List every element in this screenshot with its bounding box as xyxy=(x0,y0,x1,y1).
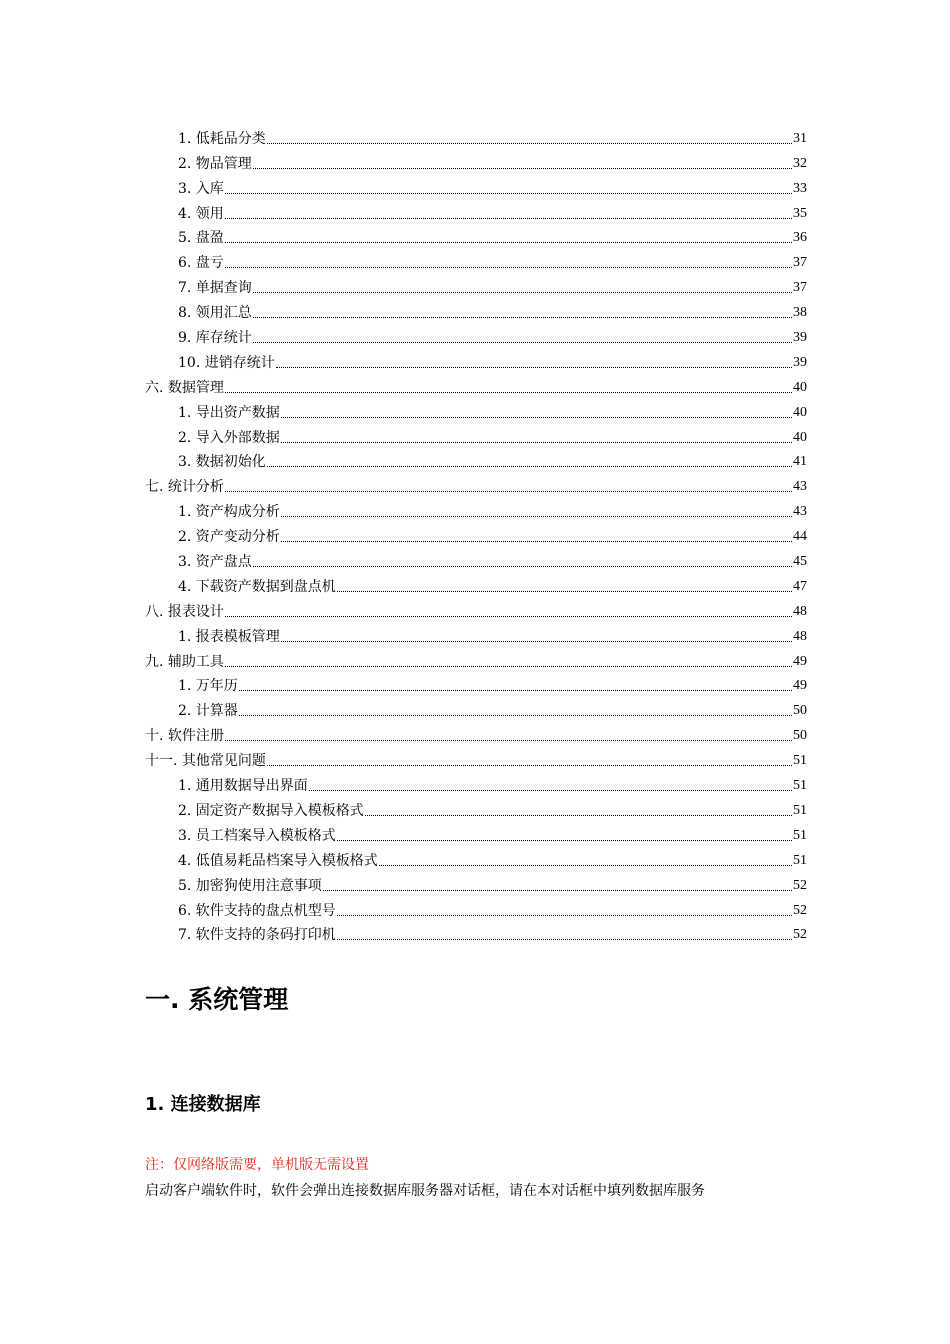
toc-dot-leader xyxy=(225,740,792,741)
toc-entry[interactable] xyxy=(145,497,807,522)
toc-dot-leader xyxy=(225,267,792,268)
toc-dot-leader xyxy=(337,915,792,916)
toc-entry-page: 47 xyxy=(793,578,807,594)
toc-entry-page: 35 xyxy=(793,205,807,221)
toc-dot-leader xyxy=(225,392,792,393)
toc-dot-leader xyxy=(281,442,792,443)
toc-entry-label: 5. 加密狗使用注意事项 xyxy=(178,877,322,894)
toc-dot-leader xyxy=(253,168,792,169)
toc-dot-leader xyxy=(365,815,792,816)
toc-entry-label: 5. 盘盈 xyxy=(178,230,224,247)
toc-entry-label: 8. 领用汇总 xyxy=(178,305,252,322)
toc-entry-label: 1. 报表模板管理 xyxy=(178,628,280,645)
toc-entry[interactable] xyxy=(145,348,807,373)
toc-entry[interactable] xyxy=(145,547,807,572)
toc-dot-leader xyxy=(337,840,792,841)
toc-entry-page: 48 xyxy=(793,628,807,644)
toc-entry-label: 1. 低耗品分类 xyxy=(178,130,266,147)
section-heading: 一. 系统管理 xyxy=(145,985,289,1014)
toc-entry-label: 六. 数据管理 xyxy=(145,379,224,396)
toc-entry-label: 2. 导入外部数据 xyxy=(178,429,280,446)
toc-entry[interactable] xyxy=(145,373,807,398)
toc-entry[interactable] xyxy=(145,398,807,423)
toc-entry[interactable] xyxy=(145,323,807,348)
toc-entry-label: 7. 单据查询 xyxy=(178,280,252,297)
table-of-contents xyxy=(145,124,807,945)
toc-entry-page: 39 xyxy=(793,354,807,370)
toc-entry[interactable] xyxy=(145,696,807,721)
toc-entry-page: 40 xyxy=(793,379,807,395)
toc-entry-page: 48 xyxy=(793,603,807,619)
toc-entry-page: 31 xyxy=(793,130,807,146)
toc-entry-page: 39 xyxy=(793,330,807,346)
toc-dot-leader xyxy=(253,292,792,293)
toc-entry-label: 2. 固定资产数据导入模板格式 xyxy=(178,802,364,819)
toc-entry-label: 4. 领用 xyxy=(178,205,224,222)
toc-entry-page: 52 xyxy=(793,877,807,893)
toc-entry[interactable] xyxy=(145,921,807,946)
toc-entry-page: 49 xyxy=(793,678,807,694)
toc-entry-label: 3. 数据初始化 xyxy=(178,454,266,471)
toc-entry[interactable] xyxy=(145,149,807,174)
toc-entry[interactable] xyxy=(145,771,807,796)
toc-dot-leader xyxy=(239,715,792,716)
toc-dot-leader xyxy=(267,466,792,467)
toc-entry-label: 3. 员工档案导入模板格式 xyxy=(178,827,336,844)
toc-dot-leader xyxy=(281,417,792,418)
toc-dot-leader xyxy=(225,193,792,194)
toc-entry-page: 36 xyxy=(793,230,807,246)
toc-entry-page: 51 xyxy=(793,778,807,794)
toc-dot-leader xyxy=(225,242,792,243)
toc-entry[interactable] xyxy=(145,871,807,896)
toc-entry-page: 51 xyxy=(793,827,807,843)
toc-entry-label: 6. 软件支持的盘点机型号 xyxy=(178,902,336,919)
toc-entry[interactable] xyxy=(145,448,807,473)
toc-dot-leader xyxy=(225,218,792,219)
toc-entry-label: 1. 导出资产数据 xyxy=(178,404,280,421)
toc-entry[interactable] xyxy=(145,273,807,298)
toc-dot-leader xyxy=(323,890,792,891)
toc-entry-page: 40 xyxy=(793,429,807,445)
toc-entry-page: 51 xyxy=(793,753,807,769)
toc-entry-label: 1. 资产构成分析 xyxy=(178,504,280,521)
toc-entry-page: 52 xyxy=(793,902,807,918)
toc-entry-label: 9. 库存统计 xyxy=(178,330,252,347)
toc-entry[interactable] xyxy=(145,746,807,771)
toc-entry-label: 3. 入库 xyxy=(178,180,224,197)
toc-entry-page: 40 xyxy=(793,404,807,420)
toc-dot-leader xyxy=(281,516,792,517)
body-paragraph: 启动客户端软件时，软件会弹出连接数据库服务器对话框，请在本对话框中填列数据库服务 xyxy=(145,1183,705,1199)
toc-entry-label: 十一. 其他常见问题 xyxy=(145,753,266,770)
toc-entry-page: 43 xyxy=(793,504,807,520)
toc-dot-leader xyxy=(225,666,792,667)
toc-entry-page: 43 xyxy=(793,479,807,495)
toc-entry[interactable] xyxy=(145,896,807,921)
toc-dot-leader xyxy=(239,690,792,691)
toc-entry-label: 十. 软件注册 xyxy=(145,728,224,745)
toc-dot-leader xyxy=(276,367,792,368)
toc-entry-label: 九. 辅助工具 xyxy=(145,653,224,670)
toc-dot-leader xyxy=(267,765,792,766)
toc-entry-page: 32 xyxy=(793,155,807,171)
toc-entry-page: 37 xyxy=(793,255,807,271)
toc-entry-page: 52 xyxy=(793,927,807,943)
toc-entry-page: 51 xyxy=(793,852,807,868)
toc-entry[interactable] xyxy=(145,199,807,224)
toc-entry-page: 38 xyxy=(793,305,807,321)
toc-entry-label: 10. 进销存统计 xyxy=(178,354,275,371)
toc-dot-leader xyxy=(267,143,792,144)
toc-entry[interactable] xyxy=(145,672,807,697)
toc-entry-page: 44 xyxy=(793,529,807,545)
toc-entry-page: 50 xyxy=(793,703,807,719)
toc-entry-page: 33 xyxy=(793,180,807,196)
toc-entry[interactable] xyxy=(145,622,807,647)
toc-entry[interactable] xyxy=(145,174,807,199)
toc-entry-label: 4. 下载资产数据到盘点机 xyxy=(178,578,336,595)
toc-entry[interactable] xyxy=(145,821,807,846)
toc-entry[interactable] xyxy=(145,647,807,672)
toc-entry-page: 51 xyxy=(793,802,807,818)
toc-entry[interactable] xyxy=(145,846,807,871)
toc-entry[interactable] xyxy=(145,472,807,497)
toc-entry[interactable] xyxy=(145,721,807,746)
toc-entry-label: 2. 资产变动分析 xyxy=(178,529,280,546)
toc-dot-leader xyxy=(309,790,792,791)
toc-entry[interactable] xyxy=(145,298,807,323)
toc-dot-leader xyxy=(225,616,792,617)
toc-entry-label: 3. 资产盘点 xyxy=(178,554,252,571)
toc-entry-label: 7. 软件支持的条码打印机 xyxy=(178,927,336,944)
toc-entry-label: 4. 低值易耗品档案导入模板格式 xyxy=(178,852,378,869)
toc-entry-label: 八. 报表设计 xyxy=(145,603,224,620)
toc-entry-label: 2. 计算器 xyxy=(178,703,238,720)
toc-entry-page: 41 xyxy=(793,454,807,470)
toc-entry[interactable] xyxy=(145,522,807,547)
toc-entry[interactable] xyxy=(145,248,807,273)
toc-dot-leader xyxy=(281,541,792,542)
toc-entry-label: 1. 通用数据导出界面 xyxy=(178,778,308,795)
toc-entry-label: 6. 盘亏 xyxy=(178,255,224,272)
toc-dot-leader xyxy=(253,566,792,567)
toc-dot-leader xyxy=(253,342,792,343)
toc-entry[interactable] xyxy=(145,423,807,448)
toc-dot-leader xyxy=(281,641,792,642)
toc-dot-leader xyxy=(225,491,792,492)
toc-entry-label: 七. 统计分析 xyxy=(145,479,224,496)
toc-dot-leader xyxy=(337,591,792,592)
toc-entry-page: 45 xyxy=(793,554,807,570)
toc-entry-page: 37 xyxy=(793,280,807,296)
toc-dot-leader xyxy=(379,865,792,866)
toc-entry-label: 1. 万年历 xyxy=(178,678,238,695)
toc-entry-page: 50 xyxy=(793,728,807,744)
toc-entry[interactable] xyxy=(145,124,807,149)
subsection-heading: 1. 连接数据库 xyxy=(145,1094,261,1115)
toc-entry[interactable] xyxy=(145,796,807,821)
toc-entry-page: 49 xyxy=(793,653,807,669)
toc-entry[interactable] xyxy=(145,597,807,622)
note-text: 注：仅网络版需要，单机版无需设置 xyxy=(145,1157,369,1173)
toc-entry[interactable] xyxy=(145,572,807,597)
toc-dot-leader xyxy=(337,939,792,940)
toc-entry[interactable] xyxy=(145,224,807,249)
toc-dot-leader xyxy=(253,317,792,318)
toc-entry-label: 2. 物品管理 xyxy=(178,155,252,172)
